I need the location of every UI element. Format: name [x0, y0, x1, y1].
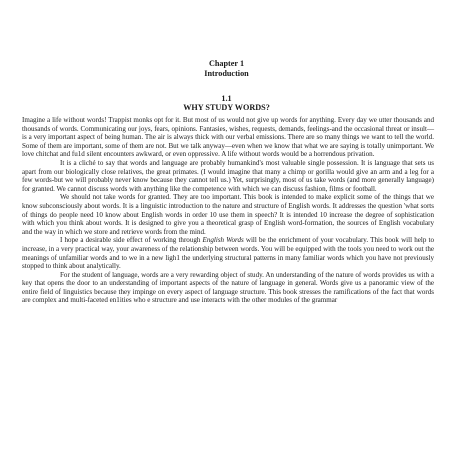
paragraph-3: We should not take words for granted. They are too important. This book is intended to make explicit some of the things that we know subconsciously about words. It is a linguistic introduction to the nature and structure of English words. It addresses the question 'what sorts of things do people need 10 know about English words in order 10 use them in speech? It is intended 10 increase the degree of sophistication with which you think about words. It is designed to give you a theoretical grasp of English word-formation, the sources of English vocabulary and the way in which we store and retrieve words from the mind. — [22, 193, 434, 236]
section-number: 1.1 — [221, 94, 232, 103]
book-title-italic: English Words — [202, 236, 244, 245]
paragraph-1: Imagine a life without words! Trappist monks opt for it. But most of us would not give up words for anything. Every day we utter thousands and thousands of words. Communicating our joys, fears, opinions. Fantasies, wishes, requests, demands, feelings-and the occasional threat or insult—is a very important aspect of being human. The air is always thick with our verbal emissions. There are so many things we want to tell the world. Some of them are important, some of them are not. But we talk anyway—even when we know that what we are saying is totally unimportant. We love chitchat and fu1d silent encounters awkward, or even oppressive. A life without words would be a horrendous privation. — [22, 116, 434, 159]
paragraph-4-lead: I hope a desirable side effect of working through — [60, 236, 203, 245]
paragraph-2: It is a cliché to say that words and language are probably humankind's most valuable single possession. It is language that sets us apart from our biologically close relatives, the great primates. (I would imagine that many a chimp or gorilla would give an arm and a leg for a few words-but we will probably never know because they cannot tell us.) Yet, surprisingly, most of us take words (and more generally language) for granted. We cannot discuss words with anything like the competence with which we can discuss fashion, films or football. — [22, 158, 434, 193]
paragraph-5: For the student of language, words are a very rewarding object of study. An understanding of the nature of words provides us with a key that opens the door to an understanding of important aspects of the nature of language in general. Words give us a panoramic view of the entire field of linguistics because they impinge on every aspect of language structure. This book stresses the ramifications of the fact that words are complex and multi-faceted en1ities who e structure and use interacts with the other modules of the grammar — [22, 270, 434, 305]
paragraph-4 — [22, 236, 434, 270]
chapter-title: Introduction — [204, 69, 249, 78]
paragraph-4-rest: will be the enrichment of your vocabulary. This book will help to increase, in a very practical way, your awareness of the relationship between words. You will be equipped with the tools you need to work out the meanings of unfamiliar words and to we in a new ligh1 the underlying structural patterns in many familiar words which you have not previously stopped to think about analytically. — [22, 236, 434, 271]
chapter-number: Chapter 1 — [208, 59, 245, 68]
section-title: WHY STUDY WORDS? — [183, 103, 270, 112]
body-text — [22, 116, 434, 305]
